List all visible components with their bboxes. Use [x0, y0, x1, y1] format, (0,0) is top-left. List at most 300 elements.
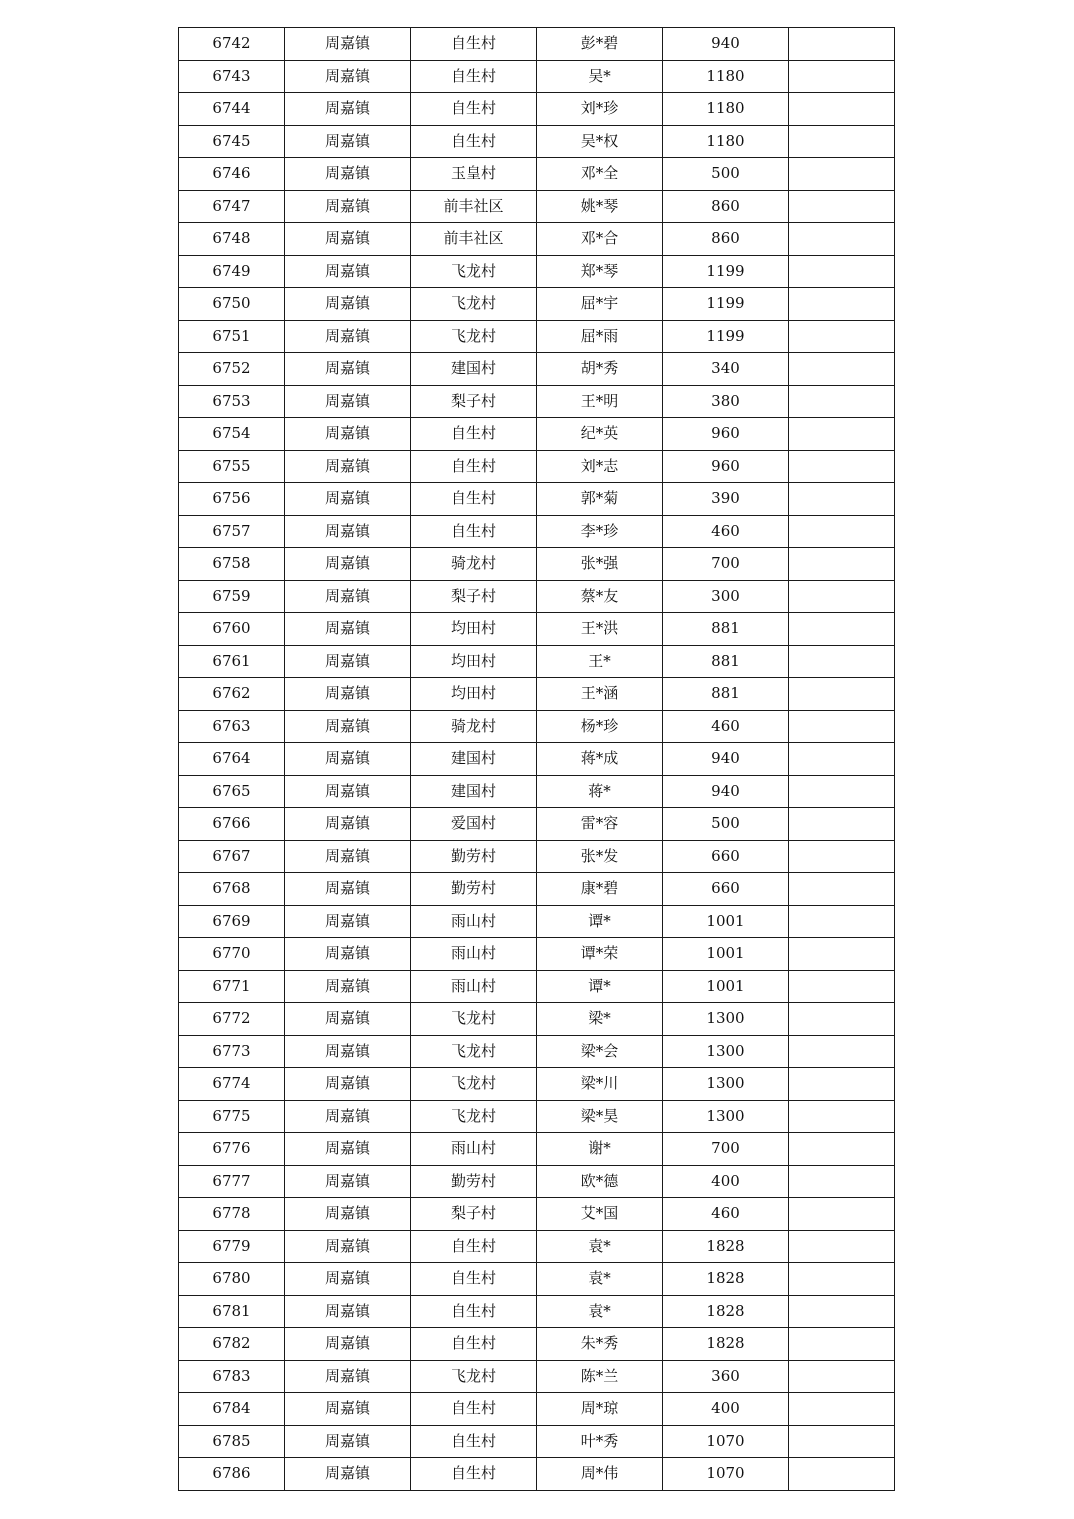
- cell-note: [789, 288, 895, 321]
- cell-town: 周嘉镇: [285, 938, 411, 971]
- cell-town: 周嘉镇: [285, 223, 411, 256]
- table-row: [179, 1230, 895, 1263]
- cell-note: [789, 418, 895, 451]
- cell-village: 飞龙村: [411, 288, 537, 321]
- cell-serial-number: 6759: [179, 580, 285, 613]
- cell-town: 周嘉镇: [285, 1198, 411, 1231]
- cell-amount: 940: [663, 28, 789, 61]
- cell-name: 雷*容: [537, 808, 663, 841]
- cell-note: [789, 613, 895, 646]
- cell-name: 欧*德: [537, 1165, 663, 1198]
- table-row: [179, 970, 895, 1003]
- cell-village: 勤劳村: [411, 840, 537, 873]
- cell-town: 周嘉镇: [285, 353, 411, 386]
- cell-note: [789, 223, 895, 256]
- cell-serial-number: 6755: [179, 450, 285, 483]
- cell-amount: 1828: [663, 1328, 789, 1361]
- cell-amount: 960: [663, 418, 789, 451]
- cell-serial-number: 6780: [179, 1263, 285, 1296]
- cell-note: [789, 353, 895, 386]
- cell-village: 飞龙村: [411, 255, 537, 288]
- cell-village: 自生村: [411, 1295, 537, 1328]
- cell-amount: 700: [663, 548, 789, 581]
- table-row: [179, 223, 895, 256]
- cell-name: 朱*秀: [537, 1328, 663, 1361]
- cell-name: 纪*英: [537, 418, 663, 451]
- cell-note: [789, 483, 895, 516]
- cell-name: 郭*菊: [537, 483, 663, 516]
- cell-town: 周嘉镇: [285, 450, 411, 483]
- table-row: [179, 1068, 895, 1101]
- cell-town: 周嘉镇: [285, 1068, 411, 1101]
- cell-village: 勤劳村: [411, 873, 537, 906]
- cell-name: 吴*: [537, 60, 663, 93]
- cell-note: [789, 1165, 895, 1198]
- cell-name: 艾*国: [537, 1198, 663, 1231]
- cell-town: 周嘉镇: [285, 1003, 411, 1036]
- cell-note: [789, 938, 895, 971]
- cell-note: [789, 158, 895, 191]
- table-row: [179, 645, 895, 678]
- cell-serial-number: 6760: [179, 613, 285, 646]
- cell-town: 周嘉镇: [285, 515, 411, 548]
- cell-name: 王*: [537, 645, 663, 678]
- cell-name: 周*伟: [537, 1458, 663, 1491]
- table-row: [179, 125, 895, 158]
- cell-serial-number: 6754: [179, 418, 285, 451]
- table-row: [179, 1035, 895, 1068]
- cell-amount: 1300: [663, 1068, 789, 1101]
- cell-name: 邓*合: [537, 223, 663, 256]
- cell-note: [789, 1263, 895, 1296]
- table-row: [179, 255, 895, 288]
- cell-note: [789, 1003, 895, 1036]
- cell-amount: 1070: [663, 1425, 789, 1458]
- cell-note: [789, 743, 895, 776]
- table-row: [179, 1100, 895, 1133]
- table-row: [179, 905, 895, 938]
- cell-amount: 460: [663, 515, 789, 548]
- cell-serial-number: 6776: [179, 1133, 285, 1166]
- cell-serial-number: 6775: [179, 1100, 285, 1133]
- cell-village: 自生村: [411, 515, 537, 548]
- cell-town: 周嘉镇: [285, 158, 411, 191]
- cell-town: 周嘉镇: [285, 418, 411, 451]
- cell-serial-number: 6773: [179, 1035, 285, 1068]
- cell-note: [789, 385, 895, 418]
- cell-village: 梨子村: [411, 580, 537, 613]
- cell-serial-number: 6744: [179, 93, 285, 126]
- cell-name: 王*涵: [537, 678, 663, 711]
- cell-amount: 881: [663, 645, 789, 678]
- cell-amount: 360: [663, 1360, 789, 1393]
- cell-serial-number: 6750: [179, 288, 285, 321]
- cell-amount: 1300: [663, 1003, 789, 1036]
- cell-village: 自生村: [411, 1263, 537, 1296]
- table-row: [179, 483, 895, 516]
- cell-note: [789, 548, 895, 581]
- cell-village: 自生村: [411, 60, 537, 93]
- cell-note: [789, 1068, 895, 1101]
- table-row: [179, 158, 895, 191]
- cell-serial-number: 6763: [179, 710, 285, 743]
- table-row: [179, 613, 895, 646]
- cell-name: 蔡*友: [537, 580, 663, 613]
- cell-name: 叶*秀: [537, 1425, 663, 1458]
- cell-amount: 1300: [663, 1100, 789, 1133]
- cell-village: 自生村: [411, 93, 537, 126]
- cell-amount: 960: [663, 450, 789, 483]
- table-row: [179, 1295, 895, 1328]
- cell-town: 周嘉镇: [285, 125, 411, 158]
- cell-note: [789, 775, 895, 808]
- cell-amount: 1001: [663, 938, 789, 971]
- cell-serial-number: 6745: [179, 125, 285, 158]
- cell-serial-number: 6782: [179, 1328, 285, 1361]
- cell-village: 飞龙村: [411, 1360, 537, 1393]
- table-row: [179, 1133, 895, 1166]
- cell-serial-number: 6784: [179, 1393, 285, 1426]
- table-row: [179, 840, 895, 873]
- cell-village: 雨山村: [411, 1133, 537, 1166]
- cell-village: 自生村: [411, 125, 537, 158]
- cell-serial-number: 6764: [179, 743, 285, 776]
- cell-village: 建国村: [411, 743, 537, 776]
- cell-serial-number: 6768: [179, 873, 285, 906]
- cell-village: 均田村: [411, 613, 537, 646]
- cell-serial-number: 6777: [179, 1165, 285, 1198]
- cell-serial-number: 6757: [179, 515, 285, 548]
- cell-name: 谭*: [537, 970, 663, 1003]
- cell-note: [789, 1458, 895, 1491]
- cell-note: [789, 580, 895, 613]
- table-row: [179, 60, 895, 93]
- cell-note: [789, 125, 895, 158]
- cell-serial-number: 6779: [179, 1230, 285, 1263]
- cell-village: 自生村: [411, 1328, 537, 1361]
- cell-name: 康*碧: [537, 873, 663, 906]
- cell-village: 飞龙村: [411, 320, 537, 353]
- table-row: [179, 28, 895, 61]
- cell-amount: 1199: [663, 255, 789, 288]
- cell-amount: 940: [663, 743, 789, 776]
- cell-note: [789, 1328, 895, 1361]
- cell-serial-number: 6753: [179, 385, 285, 418]
- cell-serial-number: 6771: [179, 970, 285, 1003]
- table-row: [179, 450, 895, 483]
- cell-name: 梁*: [537, 1003, 663, 1036]
- cell-village: 自生村: [411, 1393, 537, 1426]
- cell-note: [789, 515, 895, 548]
- cell-serial-number: 6769: [179, 905, 285, 938]
- cell-amount: 700: [663, 1133, 789, 1166]
- cell-name: 谭*荣: [537, 938, 663, 971]
- cell-serial-number: 6785: [179, 1425, 285, 1458]
- table-row: [179, 385, 895, 418]
- cell-town: 周嘉镇: [285, 28, 411, 61]
- cell-serial-number: 6748: [179, 223, 285, 256]
- cell-name: 梁*昊: [537, 1100, 663, 1133]
- cell-village: 建国村: [411, 353, 537, 386]
- cell-name: 李*珍: [537, 515, 663, 548]
- cell-amount: 500: [663, 808, 789, 841]
- cell-note: [789, 320, 895, 353]
- cell-serial-number: 6752: [179, 353, 285, 386]
- table-row: [179, 1165, 895, 1198]
- cell-name: 陈*兰: [537, 1360, 663, 1393]
- table-row: [179, 515, 895, 548]
- cell-serial-number: 6749: [179, 255, 285, 288]
- cell-serial-number: 6774: [179, 1068, 285, 1101]
- cell-amount: 1001: [663, 905, 789, 938]
- cell-name: 刘*珍: [537, 93, 663, 126]
- cell-note: [789, 1230, 895, 1263]
- cell-village: 飞龙村: [411, 1100, 537, 1133]
- cell-serial-number: 6772: [179, 1003, 285, 1036]
- cell-name: 王*洪: [537, 613, 663, 646]
- cell-note: [789, 450, 895, 483]
- table-row: [179, 1263, 895, 1296]
- cell-town: 周嘉镇: [285, 1360, 411, 1393]
- cell-amount: 1180: [663, 60, 789, 93]
- cell-amount: 1180: [663, 125, 789, 158]
- cell-amount: 860: [663, 190, 789, 223]
- table-row: [179, 873, 895, 906]
- table-row: [179, 1360, 895, 1393]
- cell-amount: 400: [663, 1393, 789, 1426]
- cell-town: 周嘉镇: [285, 60, 411, 93]
- table-row: [179, 190, 895, 223]
- cell-town: 周嘉镇: [285, 743, 411, 776]
- cell-village: 爱国村: [411, 808, 537, 841]
- cell-name: 王*明: [537, 385, 663, 418]
- cell-name: 郑*琴: [537, 255, 663, 288]
- cell-amount: 380: [663, 385, 789, 418]
- cell-town: 周嘉镇: [285, 905, 411, 938]
- cell-town: 周嘉镇: [285, 1230, 411, 1263]
- cell-town: 周嘉镇: [285, 645, 411, 678]
- cell-village: 自生村: [411, 1425, 537, 1458]
- cell-town: 周嘉镇: [285, 775, 411, 808]
- cell-name: 蒋*: [537, 775, 663, 808]
- table-row: [179, 320, 895, 353]
- cell-note: [789, 1133, 895, 1166]
- cell-amount: 500: [663, 158, 789, 191]
- cell-name: 蒋*成: [537, 743, 663, 776]
- table-row: [179, 743, 895, 776]
- cell-town: 周嘉镇: [285, 320, 411, 353]
- cell-village: 自生村: [411, 483, 537, 516]
- table-row: [179, 93, 895, 126]
- cell-town: 周嘉镇: [285, 580, 411, 613]
- cell-name: 刘*志: [537, 450, 663, 483]
- cell-town: 周嘉镇: [285, 1100, 411, 1133]
- table-row: [179, 808, 895, 841]
- cell-town: 周嘉镇: [285, 483, 411, 516]
- cell-note: [789, 28, 895, 61]
- table-row: [179, 938, 895, 971]
- table-row: [179, 1425, 895, 1458]
- cell-serial-number: 6781: [179, 1295, 285, 1328]
- cell-village: 自生村: [411, 418, 537, 451]
- cell-name: 邓*全: [537, 158, 663, 191]
- table-row: [179, 353, 895, 386]
- table-row: [179, 710, 895, 743]
- record-table: [178, 27, 895, 1491]
- cell-note: [789, 873, 895, 906]
- cell-name: 杨*珍: [537, 710, 663, 743]
- cell-note: [789, 710, 895, 743]
- cell-village: 自生村: [411, 1230, 537, 1263]
- cell-serial-number: 6747: [179, 190, 285, 223]
- cell-serial-number: 6778: [179, 1198, 285, 1231]
- cell-amount: 1001: [663, 970, 789, 1003]
- cell-town: 周嘉镇: [285, 808, 411, 841]
- table-row: [179, 288, 895, 321]
- cell-town: 周嘉镇: [285, 613, 411, 646]
- cell-serial-number: 6743: [179, 60, 285, 93]
- cell-village: 自生村: [411, 28, 537, 61]
- table-row: [179, 1198, 895, 1231]
- cell-name: 姚*琴: [537, 190, 663, 223]
- cell-amount: 460: [663, 1198, 789, 1231]
- cell-village: 勤劳村: [411, 1165, 537, 1198]
- cell-serial-number: 6756: [179, 483, 285, 516]
- table-row: [179, 418, 895, 451]
- cell-town: 周嘉镇: [285, 710, 411, 743]
- cell-note: [789, 1198, 895, 1231]
- cell-name: 屈*宇: [537, 288, 663, 321]
- cell-amount: 460: [663, 710, 789, 743]
- cell-village: 梨子村: [411, 1198, 537, 1231]
- cell-town: 周嘉镇: [285, 385, 411, 418]
- cell-serial-number: 6766: [179, 808, 285, 841]
- cell-serial-number: 6770: [179, 938, 285, 971]
- cell-village: 前丰社区: [411, 223, 537, 256]
- cell-name: 梁*会: [537, 1035, 663, 1068]
- cell-serial-number: 6767: [179, 840, 285, 873]
- cell-serial-number: 6786: [179, 1458, 285, 1491]
- cell-amount: 881: [663, 613, 789, 646]
- cell-note: [789, 190, 895, 223]
- cell-amount: 1199: [663, 288, 789, 321]
- cell-village: 飞龙村: [411, 1003, 537, 1036]
- cell-town: 周嘉镇: [285, 678, 411, 711]
- cell-village: 飞龙村: [411, 1068, 537, 1101]
- cell-town: 周嘉镇: [285, 548, 411, 581]
- cell-amount: 860: [663, 223, 789, 256]
- cell-amount: 340: [663, 353, 789, 386]
- cell-village: 骑龙村: [411, 548, 537, 581]
- cell-village: 飞龙村: [411, 1035, 537, 1068]
- table-row: [179, 1328, 895, 1361]
- cell-amount: 1828: [663, 1263, 789, 1296]
- cell-town: 周嘉镇: [285, 1295, 411, 1328]
- cell-amount: 881: [663, 678, 789, 711]
- cell-amount: 660: [663, 840, 789, 873]
- cell-note: [789, 678, 895, 711]
- cell-amount: 660: [663, 873, 789, 906]
- cell-serial-number: 6746: [179, 158, 285, 191]
- cell-amount: 940: [663, 775, 789, 808]
- cell-serial-number: 6765: [179, 775, 285, 808]
- cell-village: 建国村: [411, 775, 537, 808]
- cell-village: 自生村: [411, 1458, 537, 1491]
- cell-serial-number: 6742: [179, 28, 285, 61]
- cell-name: 吴*权: [537, 125, 663, 158]
- cell-serial-number: 6762: [179, 678, 285, 711]
- cell-note: [789, 808, 895, 841]
- cell-note: [789, 93, 895, 126]
- cell-note: [789, 840, 895, 873]
- table-row: [179, 1003, 895, 1036]
- cell-serial-number: 6783: [179, 1360, 285, 1393]
- cell-note: [789, 1295, 895, 1328]
- cell-village: 均田村: [411, 645, 537, 678]
- table-row: [179, 580, 895, 613]
- cell-name: 屈*雨: [537, 320, 663, 353]
- cell-town: 周嘉镇: [285, 873, 411, 906]
- cell-amount: 1070: [663, 1458, 789, 1491]
- cell-amount: 300: [663, 580, 789, 613]
- cell-name: 彭*碧: [537, 28, 663, 61]
- cell-amount: 400: [663, 1165, 789, 1198]
- cell-note: [789, 255, 895, 288]
- cell-village: 雨山村: [411, 938, 537, 971]
- cell-name: 谭*: [537, 905, 663, 938]
- table-row: [179, 1393, 895, 1426]
- cell-note: [789, 1035, 895, 1068]
- cell-amount: 1828: [663, 1230, 789, 1263]
- cell-town: 周嘉镇: [285, 1133, 411, 1166]
- cell-village: 梨子村: [411, 385, 537, 418]
- cell-village: 雨山村: [411, 905, 537, 938]
- cell-village: 玉皇村: [411, 158, 537, 191]
- table-row: [179, 548, 895, 581]
- cell-amount: 390: [663, 483, 789, 516]
- cell-note: [789, 970, 895, 1003]
- cell-note: [789, 1425, 895, 1458]
- cell-note: [789, 60, 895, 93]
- cell-name: 张*发: [537, 840, 663, 873]
- cell-note: [789, 645, 895, 678]
- cell-name: 周*琼: [537, 1393, 663, 1426]
- cell-amount: 1180: [663, 93, 789, 126]
- cell-note: [789, 1393, 895, 1426]
- cell-town: 周嘉镇: [285, 1425, 411, 1458]
- cell-name: 胡*秀: [537, 353, 663, 386]
- table-body: [179, 28, 895, 1491]
- cell-village: 骑龙村: [411, 710, 537, 743]
- cell-name: 张*强: [537, 548, 663, 581]
- cell-amount: 1199: [663, 320, 789, 353]
- cell-village: 雨山村: [411, 970, 537, 1003]
- cell-name: 谢*: [537, 1133, 663, 1166]
- cell-name: 袁*: [537, 1263, 663, 1296]
- cell-town: 周嘉镇: [285, 93, 411, 126]
- cell-town: 周嘉镇: [285, 1263, 411, 1296]
- cell-name: 袁*: [537, 1295, 663, 1328]
- cell-town: 周嘉镇: [285, 288, 411, 321]
- cell-town: 周嘉镇: [285, 1328, 411, 1361]
- cell-village: 前丰社区: [411, 190, 537, 223]
- cell-name: 梁*川: [537, 1068, 663, 1101]
- cell-town: 周嘉镇: [285, 190, 411, 223]
- table-row: [179, 1458, 895, 1491]
- cell-name: 袁*: [537, 1230, 663, 1263]
- cell-town: 周嘉镇: [285, 840, 411, 873]
- cell-amount: 1300: [663, 1035, 789, 1068]
